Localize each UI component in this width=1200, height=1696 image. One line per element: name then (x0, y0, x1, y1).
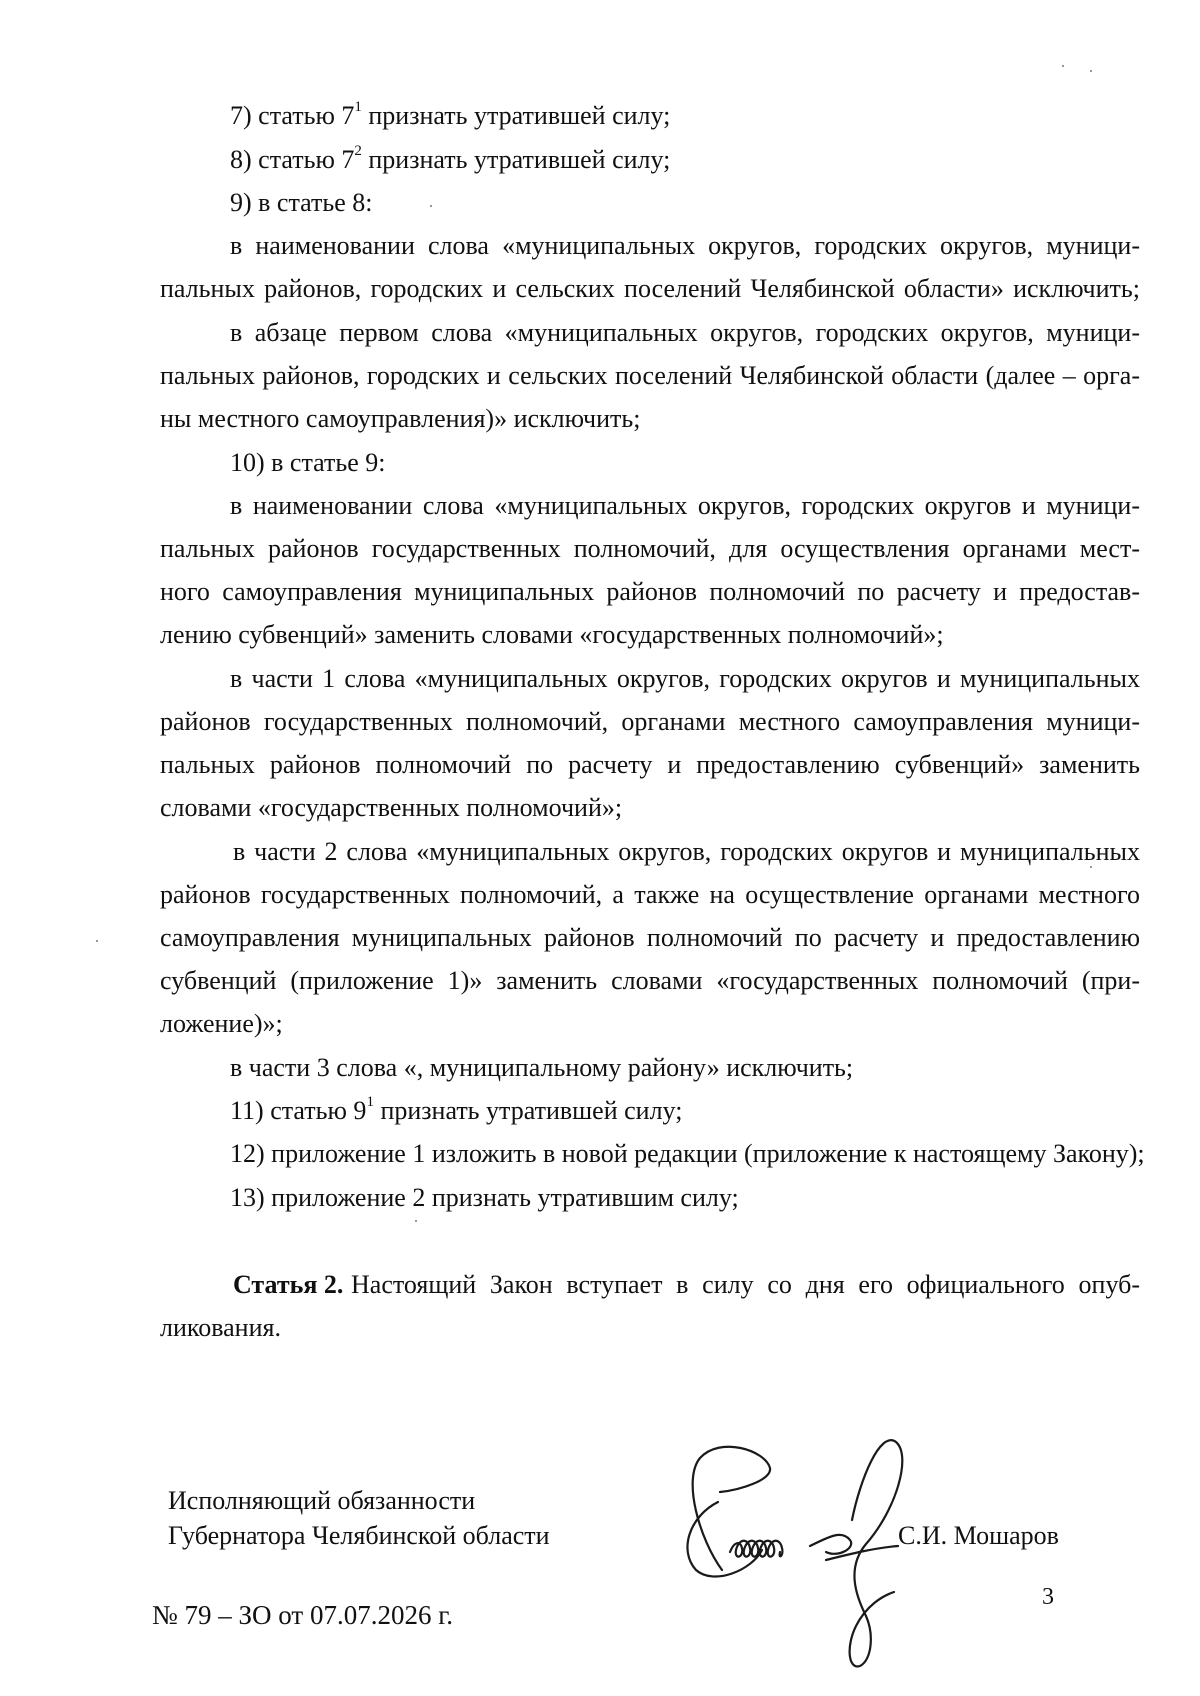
signer-position-line-2: Губернатора Челябинской области (168, 1521, 550, 1550)
item-10-para-4: в части 3 слова «, муниципальному району» исключить; (230, 1053, 854, 1082)
item-9-para-2-line: в абзаце первом слова «муниципальных округов, городских округов, муници- (230, 318, 1140, 347)
article-2-text-continued: ликования. (160, 1313, 281, 1342)
item-10-para-2-line: пальных районов полномочий по расчету и предоставлению субвенций» заменить (160, 750, 1140, 779)
item-10-para-2-line: районов государственных полномочий, органами местного самоуправления муници- (160, 707, 1140, 736)
article-2-text: Настоящий Закон вступает в силу со дня его официального опуб- (351, 1270, 1140, 1299)
item-9-para-2-line: пальных районов, городских и сельских поселений Челябинской области (далее – орга- (160, 361, 1140, 390)
item-13: 13) приложение 2 признать утратившим силу; (230, 1183, 739, 1212)
scan-speck (1090, 70, 1092, 72)
item-10-para-3-line: районов государственных полномочий, а также на осуществление органами местного (160, 880, 1140, 909)
item-9-para-1-line: пальных районов, городских и сельских поселений Челябинской области» исключить; (160, 274, 1140, 303)
item-10-para-3-line: ложение)»; (160, 1009, 283, 1038)
handwritten-signature (660, 1420, 920, 1680)
scan-speck (1090, 866, 1092, 868)
item-10-para-3-line: в части 2 слова «муниципальных округов, городских округов и муниципальных (233, 837, 1140, 866)
item-12: 12) приложение 1 изложить в новой редакции (приложение к настоящему Закону); (230, 1139, 1145, 1168)
signer-position-line-1: Исполняющий обязанности (168, 1486, 476, 1515)
item-10-para-2-line: словами «государственных полномочий»; (160, 793, 623, 822)
scan-speck (430, 205, 432, 207)
scan-speck (415, 1220, 417, 1222)
item-9-para-1-line: в наименовании слова «муниципальных округов, городских округов, муници- (230, 231, 1140, 260)
item-10: 10) в статье 9: (230, 448, 386, 477)
item-10-para-3-line: самоуправления муниципальных районов полномочий по расчету и предоставлению (160, 923, 1140, 952)
item-10-para-1-line: ного самоуправления муниципальных районов полномочий по расчету и предостав- (160, 577, 1140, 606)
article-2-first-line (233, 1268, 1140, 1302)
item-9: 9) в статье 8: (230, 188, 373, 217)
item-10-para-1-line: в наименовании слова «муниципальных округов, городских округов и муници- (230, 491, 1140, 520)
item-8: 8) статью $7^2$ признать утратившей силу; (230, 143, 671, 174)
article-2-label: Статья 2. (233, 1270, 344, 1299)
item-10-para-1-line: пальных районов государственных полномочий, для осуществления органами мест- (160, 534, 1140, 563)
scan-speck (1062, 65, 1064, 67)
signer-name: С.И. Мошаров (898, 1521, 1059, 1550)
item-9-para-2-line: ны местного самоуправления)» исключить; (160, 404, 641, 433)
scan-speck (96, 940, 98, 942)
item-10-para-1-line: лению субвенций» заменить словами «государственных полномочий»; (160, 620, 944, 649)
item-10-para-3-line: субвенций (приложение 1)» заменить словами «государственных полномочий (при- (160, 966, 1140, 995)
law-number-and-date: № 79 – ЗО от 07.07.2026 г. (152, 1600, 454, 1630)
page-number: 3 (1042, 1584, 1054, 1610)
item-11: 11) статью $9^1$ признать утратившей силу; (230, 1094, 683, 1125)
item-10-para-2-line: в части 1 слова «муниципальных округов, городских округов и муниципальных (230, 664, 1140, 693)
item-7: 7) статью $7^1$ признать утратившей силу; (230, 99, 671, 130)
